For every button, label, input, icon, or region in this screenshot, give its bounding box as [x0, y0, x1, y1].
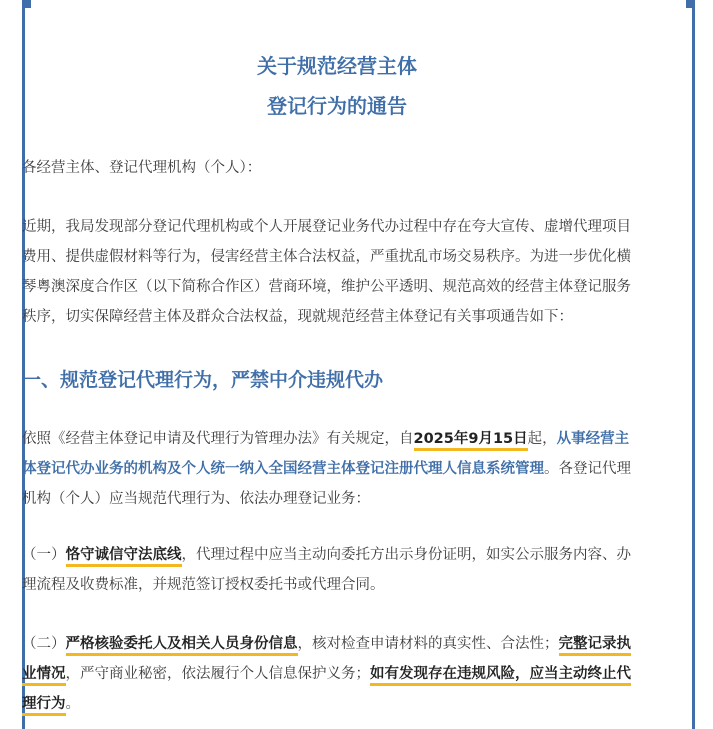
emphasis-text: 体登记代办业务的机构及个人统一纳入全国经营主体登记注册代理人信息系统管理	[22, 461, 544, 477]
text-fragment: 起，	[527, 431, 557, 447]
item-2-highlight: 完整记录执	[559, 636, 632, 656]
text-fragment: ，严守商业秘密，依法履行个人信息保护义务；	[65, 666, 370, 682]
item-2-highlight: 业情况	[22, 666, 66, 686]
section-1-paragraph	[22, 424, 652, 514]
item-2-prefix: （二）	[22, 636, 66, 652]
regulation-reference-text: 依照《经营主体登记申请及代理行为管理办法》有关规定，自	[22, 431, 414, 447]
text-fragment: 。	[65, 696, 80, 712]
intro-line: 近期，我局发现部分登记代理机构或个人开展登记业务代办过程中存在夸大宣传、虚增代理项目	[22, 219, 631, 235]
emphasis-text: 从事经营主	[556, 431, 630, 447]
item-1-line: 理流程及收费标准，并规范签订授权委托书或代理合同。	[22, 577, 385, 593]
item-2-highlight: 理行为	[22, 696, 66, 716]
item-2-line	[22, 629, 652, 659]
intro-line: 琴粤澳深度合作区（以下简称合作区）营商环境，维护公平透明、规范高效的经营主体登记服务	[22, 279, 631, 295]
item-1-highlight: 恪守诚信守法底线	[66, 547, 182, 567]
salutation: 各经营主体、登记代理机构（个人）：	[22, 160, 262, 176]
item-1	[22, 540, 652, 600]
item-2	[22, 629, 652, 719]
section-1-line	[22, 424, 652, 454]
title-line-1: 关于规范经营主体	[257, 54, 417, 78]
item-2-highlight: 如有发现存在违规风险，应当主动终止代	[370, 666, 631, 686]
text-fragment: 。各登记代理	[544, 461, 631, 477]
intro-paragraph	[22, 212, 652, 332]
item-2-highlight: 严格核验委托人及相关人员身份信息	[66, 636, 298, 656]
effective-date: 2025年9月15日	[414, 431, 528, 451]
intro-line: 费用、提供虚假材料等行为，侵害经营主体合法权益，严重扰乱市场交易秩序。为进一步优化横	[22, 249, 631, 265]
item-2-line	[22, 659, 652, 689]
item-1-line	[22, 540, 652, 570]
text-fragment: ，核对检查申请材料的真实性、合法性；	[297, 636, 559, 652]
intro-line: 秩序，切实保障经营主体及群众合法权益，现就规范经营主体登记有关事项通告如下：	[22, 309, 573, 325]
section-1-heading: 一、规范登记代理行为，严禁中介违规代办	[22, 369, 384, 391]
item-1-prefix: （一）	[22, 547, 66, 563]
title-line-2: 登记行为的通告	[267, 94, 407, 118]
section-1-line	[22, 454, 652, 484]
section-1-line: 机构（个人）应当规范代理行为、依法办理登记业务：	[22, 491, 370, 507]
item-2-line	[22, 689, 652, 719]
text-fragment: ，代理过程中应当主动向委托方出示身份证明，如实公示服务内容、办	[181, 547, 631, 563]
